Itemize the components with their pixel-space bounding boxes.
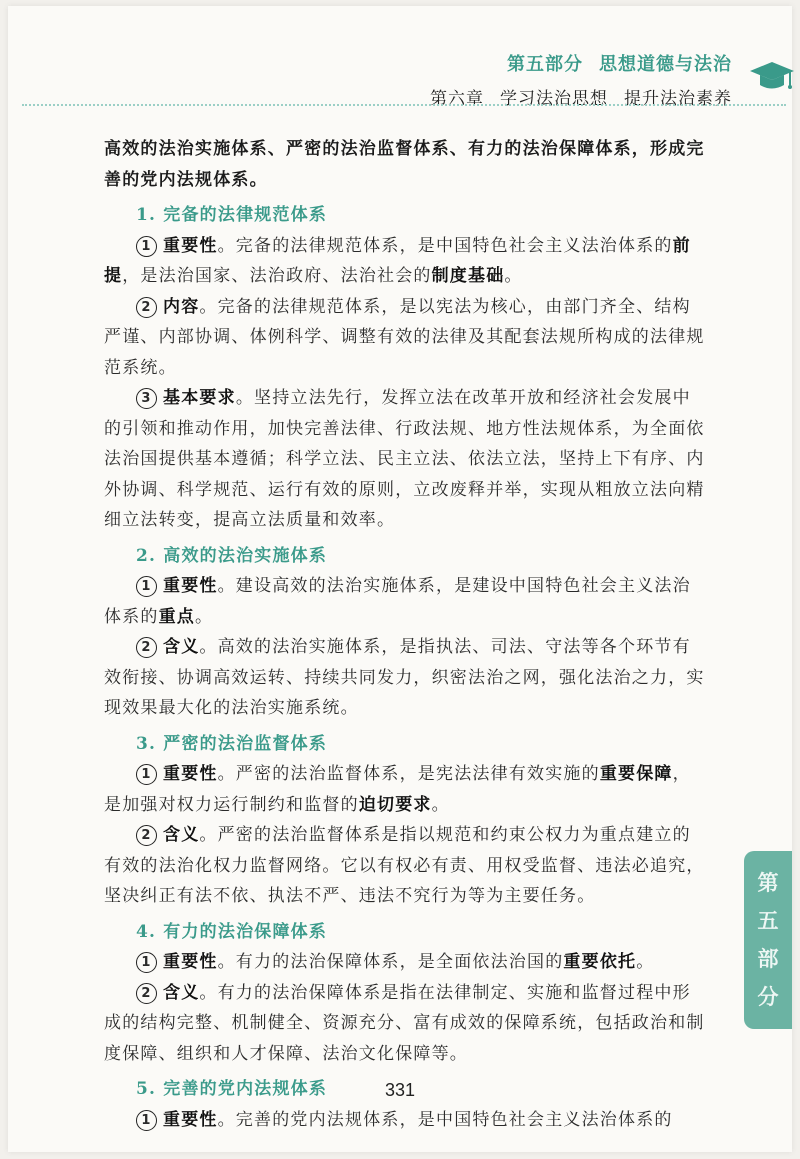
section-heading: 2. 高效的法治实施体系: [136, 545, 328, 566]
item-text: 。有力的法治保障体系是指在法律制定、实施和监督过程中形成的结构完整、机制健全、资源充分、富有成效的保障系统，包括政治和制度保障、组织和人才保障、法治文化保障等。: [104, 982, 705, 1064]
book-page: [8, 6, 792, 1152]
part-title: [430, 50, 732, 76]
side-tab-char: 部: [757, 947, 779, 971]
section-item: [104, 571, 708, 632]
item-number-badge: 1: [136, 576, 157, 597]
emphasis-text: 迫切要求: [358, 794, 432, 815]
item-label: 含义: [163, 982, 200, 1003]
item-number-badge: 3: [136, 388, 157, 409]
item-label: 重要性: [163, 764, 218, 784]
item-label: 含义: [163, 825, 200, 845]
section-item: [104, 820, 708, 912]
section-heading: 5. 完善的党内法规体系: [136, 1079, 328, 1099]
chapter-label: 第六章: [430, 89, 484, 109]
chapter-name: 学习法治思想: [500, 89, 608, 109]
item-text: 。: [636, 952, 655, 972]
intro-paragraph: 高效的法治实施体系、严密的法治监督体系、有力的法治保障体系，形成完善的党内法规体系。: [104, 139, 705, 190]
section-heading: 4. 有力的法治保障体系: [136, 921, 328, 942]
item-number-badge: 1: [136, 764, 157, 785]
side-tab-char: 分: [757, 985, 779, 1009]
item-label: 重要性: [163, 235, 218, 256]
item-text: 。严密的法治监督体系是指以规范和约束公权力为重点建立的有效的法治化权力监督网络。它以有权必有责、用权受监督、违法必追究，坚决纠正有法不依、执法不严、违法不究行为等为主要任务。: [104, 825, 705, 906]
emphasis-text: 重要保障: [599, 764, 673, 784]
item-label: 重要性: [163, 952, 218, 972]
item-number-badge: 2: [136, 983, 157, 1004]
item-number-badge: 1: [136, 1110, 157, 1131]
item-text: 。: [431, 794, 450, 815]
emphasis-text: 制度基础: [431, 266, 505, 286]
section-item: [104, 292, 708, 384]
item-label: 重要性: [163, 1109, 218, 1130]
section-item: [104, 759, 708, 820]
item-text: ，是加强对权力运行制约和监督的: [104, 764, 691, 815]
item-text: 。: [504, 266, 523, 286]
item-label: 基本要求: [163, 388, 236, 408]
side-tab-char: 五: [757, 909, 779, 933]
section-item: [104, 978, 708, 1070]
graduation-cap-icon: [748, 56, 796, 96]
header-divider: [22, 104, 786, 106]
item-label: 内容: [163, 296, 200, 317]
item-number-badge: 1: [136, 236, 157, 257]
section-item: [104, 231, 708, 292]
section-heading: 1. 完备的法律规范体系: [136, 205, 328, 225]
side-tab-char: 第: [757, 871, 779, 895]
emphasis-text: 重要依托: [563, 952, 637, 972]
item-text: 。坚持立法先行，发挥立法在改革开放和经济社会发展中的引领和推动作用，加快完善法律、行政法规、地方性法规体系，为全面依法治国提供基本遵循；科学立法、民主立法、依法立法，坚持上下有序、内外协调、科学规范、运行有效的原则，立改废释并举，实现从粗放立法向精细立法转变，提高立法质量和效率。: [104, 388, 705, 530]
item-text: ，是法治国家、法治政府、法治社会的: [122, 266, 432, 286]
item-number-badge: 1: [136, 952, 157, 973]
section-item: [104, 632, 708, 724]
item-text: 。完善的党内法规体系，是中国特色社会主义法治体系的: [217, 1109, 673, 1130]
section-item: [104, 1105, 708, 1136]
part-label: 第五部分: [507, 54, 583, 75]
item-text: 。严密的法治监督体系，是宪法法律有效实施的: [217, 764, 600, 784]
item-label: 含义: [163, 637, 200, 657]
page-body: [104, 134, 708, 1135]
item-text: 。高效的法治实施体系，是指执法、司法、守法等各个环节有效衔接、协调高效运转、持续共同发力，织密法治之网，强化法治之力，实现效果最大化的法治实施系统。: [104, 637, 705, 718]
section-heading: 3. 严密的法治监督体系: [136, 733, 328, 754]
item-text: 。完备的法律规范体系，是中国特色社会主义法治体系的: [217, 235, 673, 256]
item-number-badge: 2: [136, 297, 157, 318]
item-text: 。: [195, 606, 214, 627]
emphasis-text: 前提: [104, 235, 691, 286]
emphasis-text: 重点: [158, 606, 196, 627]
item-text: 。有力的法治保障体系，是全面依法治国的: [217, 952, 564, 972]
page-number: 331: [384, 1080, 416, 1100]
item-text: 。完备的法律规范体系，是以宪法为核心，由部门齐全、结构严谨、内部协调、体例科学、调整有效的法律及其配套法规所构成的法律规范系统。: [104, 296, 705, 378]
section-item: [104, 947, 708, 978]
item-text: 。建设高效的法治实施体系，是建设中国特色社会主义法治体系的: [104, 576, 691, 627]
item-number-badge: 2: [136, 637, 157, 658]
part-side-tab: [744, 851, 792, 1029]
item-label: 重要性: [163, 576, 218, 596]
item-number-badge: 2: [136, 825, 157, 846]
chapter-subtitle: 提升法治素养: [624, 89, 732, 109]
section-item: [104, 383, 708, 536]
part-name: 思想道德与法治: [599, 54, 732, 75]
running-header: [430, 50, 732, 109]
